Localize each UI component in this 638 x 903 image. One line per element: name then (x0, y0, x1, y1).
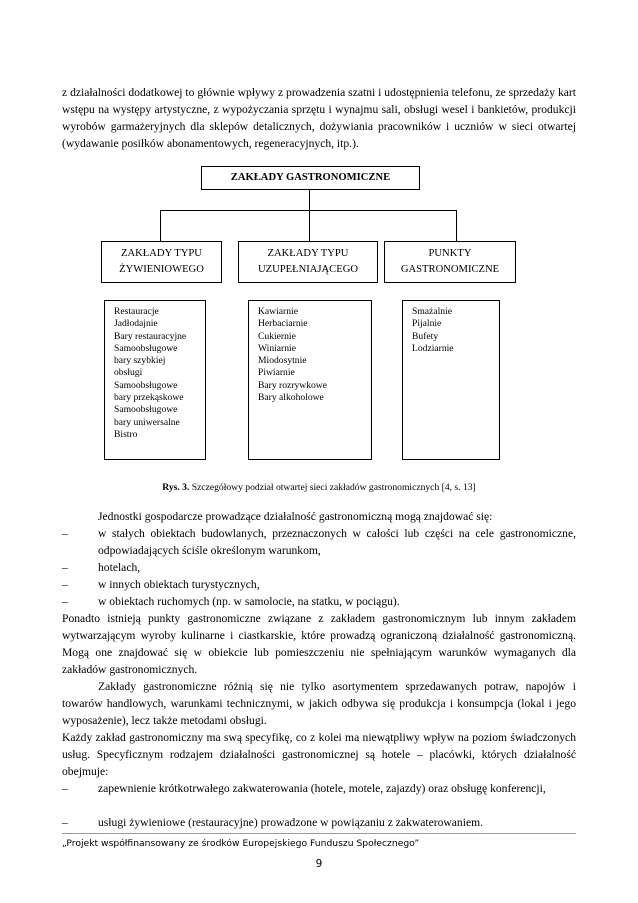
list-item: w stałych obiektach budowlanych, przeznaczonych w całości lub części na cele gastronomiczne, odpowiadających ściśle określonym warunkom, (98, 527, 576, 557)
list-bullet: – (62, 527, 68, 540)
body-paragraph: Ponadto istnieją punkty gastronomiczne związane z zakładem gastronomicznym lub innym zakładem wytwarzającym wyroby kulinarne i ciastkarskie, które prowadzą ograniczoną działalność gastronomiczną. Mogą one znajdować się w obiekcie lub pomieszczeniu nie spełniającym warunków wymaganych dla zakładów gastronomicznych. (62, 612, 576, 676)
connector-line (456, 210, 457, 241)
caption-label: Rys. 3. (162, 482, 190, 493)
list-item: Samoobsługowe (114, 404, 178, 416)
list-item: Lodziarnie (412, 342, 454, 354)
caption-text: Szczegółowy podział otwartej sieci zakładów gastronomicznych [4, s. 13] (189, 482, 476, 493)
connector-line (309, 210, 310, 241)
category-items-punkty (402, 300, 500, 460)
list-item: Bary rozrywkowe (258, 379, 327, 391)
list-item: w obiektach ruchomych (np. w samolocie, na statku, w pociągu). (98, 595, 400, 608)
list-item: w innych obiektach turystycznych, (98, 578, 260, 591)
list-item: bary uniwersalne (114, 416, 180, 428)
list-item: obsługi (114, 367, 143, 379)
list-bullet: – (62, 595, 68, 608)
category-box-punkty (384, 241, 516, 283)
list-item: Pijalnie (412, 318, 442, 330)
list-item: Samoobsługowe (114, 379, 178, 391)
list-item: bary szybkiej (114, 355, 166, 367)
body-paragraph: Zakłady gastronomiczne różnią się nie tylko asortymentem sprzedawanych potraw, napojów i towarów handlowych, warunkami technicznymi, w jakich odbywa się produkcja i konsumpcja (lokal i jego wyposażenie), lecz także metodami obsługi. (62, 680, 576, 727)
category-title: GASTRONOMICZNE (400, 264, 500, 275)
list-bullet: – (62, 578, 68, 591)
list-item: Piwiarnie (258, 367, 295, 379)
connector-line (309, 190, 310, 210)
category-title: ZAKŁADY TYPU (267, 248, 349, 259)
list-item: hotelach, (98, 561, 141, 574)
category-title: PUNKTY (428, 248, 472, 259)
category-title: UZUPEŁNIAJĄCEGO (257, 264, 359, 275)
list-item: Kawiarnie (258, 306, 298, 317)
list-item: Cukiernie (258, 330, 296, 342)
list-item: Bistro (114, 428, 138, 440)
list-item: Herbaciarnie (258, 318, 308, 330)
list-item: Restauracje (114, 306, 159, 317)
list-item: usługi żywieniowe (restauracyjne) prowadzone w powiązaniu z zakwaterowaniem. (98, 816, 484, 829)
list-item: Jadłodajnie (114, 318, 158, 330)
category-items-uzupelniajace (248, 300, 372, 460)
body-paragraph: Jednostki gospodarcze prowadzące działalność gastronomiczną mogą znajdować się: (98, 510, 493, 523)
footer-text: „Projekt współfinansowany ze środków Europejskiego Funduszu Społecznego” (62, 838, 420, 849)
connector-line (160, 210, 161, 241)
diagram-root-box: ZAKŁADY GASTRONOMICZNE (201, 166, 420, 190)
category-items-zywieniowe (104, 300, 206, 460)
category-box-uzupelniajace (238, 241, 378, 283)
category-box-zywieniowe (101, 241, 222, 283)
list-item: Samoobsługowe (114, 342, 178, 354)
list-item: Bary alkoholowe (258, 392, 324, 404)
list-item: bary przekąskowe (114, 392, 184, 404)
category-title: ŻYWIENIOWEGO (119, 264, 204, 275)
list-item: zapewnienie krótkotrwałego zakwaterowania (hotele, motele, zajazdy) oraz obsługę konferencji, (98, 782, 546, 795)
figure-caption (0, 482, 638, 493)
list-item: Bufety (412, 330, 439, 342)
list-item: Bary restauracyjne (114, 330, 187, 342)
list-bullet: – (62, 561, 68, 574)
list-bullet: – (62, 816, 68, 829)
intro-paragraph: z działalności dodatkowej to głównie wpływy z prowadzenia szatni i udostępnienia telefonu, ze sprzedaży kart wstępu na występy artystyczne, z wypożyczania sprzętu i wynajmu sali, obsługi wesel i bankietów, produkcji wyrobów garmażeryjnych dla sklepów detalicznych, dożywiania pracowników i uczniów w sieci otwartej (wydawanie posiłków abonamentowych, regeneracyjnych, itp.). (62, 86, 576, 150)
list-item: Miodosytnie (258, 355, 307, 367)
footer-divider (62, 833, 576, 834)
body-paragraph: Każdy zakład gastronomiczny ma swą specyfikę, co z kolei ma niewątpliwy wpływ na poziom świadczonych usług. Specyficznym rodzajem działalności gastronomicznej są hotele – placówki, których działalność obejmuje: (62, 731, 576, 778)
category-title: ZAKŁADY TYPU (121, 248, 202, 259)
list-bullet: – (62, 782, 68, 795)
list-item: Winiarnie (258, 342, 296, 354)
list-item: Smażalnie (412, 306, 452, 317)
page-number: 9 (315, 858, 323, 870)
